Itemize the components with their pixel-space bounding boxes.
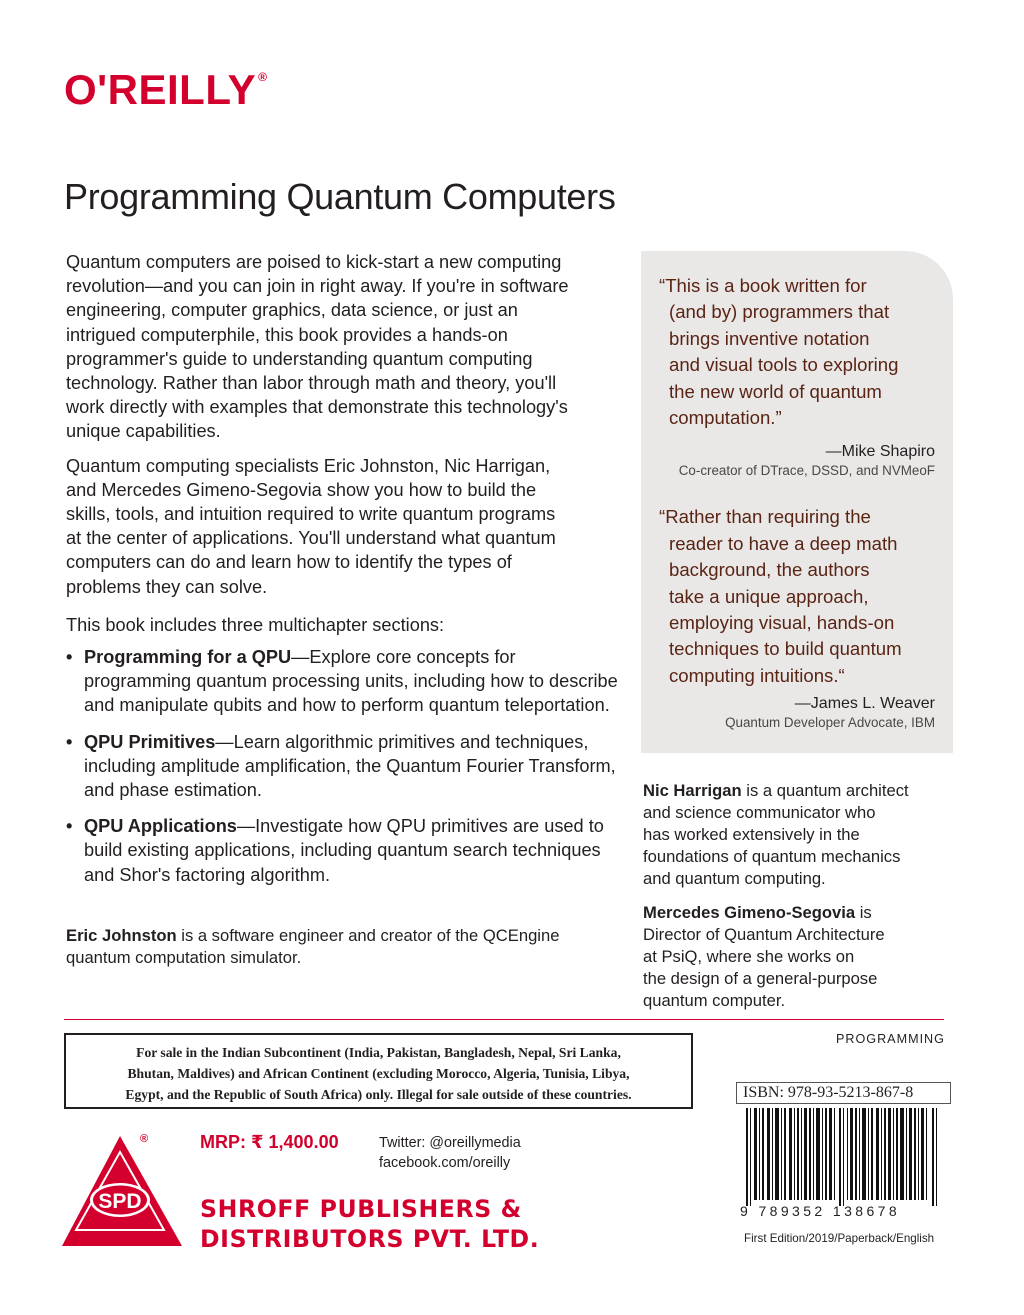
author-bio-line: has worked extensively in the	[643, 825, 860, 844]
publisher-name	[200, 1194, 539, 1254]
sections-intro: This book includes three multichapter sections:	[66, 614, 445, 635]
intro-line: engineering, computer graphics, data science, or just an	[66, 300, 518, 321]
sections-list	[66, 645, 621, 887]
author-bios-right	[643, 780, 943, 1024]
registered-mark: ®	[258, 70, 268, 84]
author-bio-line: is a quantum architect	[741, 781, 909, 800]
price: MRP: ₹ 1,400.00	[200, 1132, 339, 1152]
section-name: QPU Primitives	[84, 731, 216, 752]
author-bio-line: quantum computer.	[643, 991, 786, 1010]
intro-line: revolution—and you can join in right away. If you're in software	[66, 276, 569, 297]
intro-line: unique capabilities.	[66, 421, 221, 442]
authors-line: and Mercedes Gimeno-Segovia show you how to build the	[66, 479, 537, 500]
section-text: —Learn algorithmic primitives and techniques, including amplitude amplification, the Quantum Fourier Transform, and phase estimation.	[84, 731, 616, 801]
publisher-name-line: SHROFF PUBLISHERS &	[200, 1195, 522, 1223]
quote-line: techniques to build quantum	[669, 638, 902, 660]
publisher-name-line: DISTRIBUTORS PVT. LTD.	[200, 1225, 540, 1253]
quote-attribution: —James L. Weaver	[794, 695, 935, 713]
authors-line: skills, tools, and intuition required to write quantum programs	[66, 504, 556, 525]
author-bio-line: foundations of quantum mechanics	[643, 847, 901, 866]
quote-line: (and by) programmers that	[669, 301, 890, 323]
intro-line: Quantum computers are poised to kick-start a new computing	[66, 252, 562, 272]
oreilly-logo	[64, 66, 267, 114]
section-text: —Explore core concepts for programming quantum processing units, including how to describe and manipulate qubits and how to perform quantum teleportation.	[84, 647, 618, 716]
list-item	[66, 814, 621, 887]
facebook-link[interactable]: facebook.com/oreilly	[379, 1155, 511, 1171]
quote-line: the new world of quantum	[669, 380, 882, 402]
sale-notice-line: For sale in the Indian Subcontinent (India, Pakistan, Bangladesh, Nepal, Sri Lanka,	[136, 1045, 621, 1060]
quote-line: “This is a book written for	[659, 275, 867, 296]
quote-line: take a unique approach,	[669, 585, 869, 607]
quote-line: and visual tools to exploring	[669, 354, 899, 376]
book-title: Programming Quantum Computers	[64, 176, 616, 217]
intro-line: intrigued computerphile, this book provides a hands-on	[66, 324, 508, 345]
edition-info: First Edition/2019/Paperback/English	[744, 1232, 935, 1245]
quotes-panel	[641, 251, 953, 753]
section-name: QPU Applications	[84, 816, 237, 837]
quote-2	[659, 504, 935, 689]
author-bio-line: and quantum computing.	[643, 869, 826, 888]
list-item	[66, 730, 621, 803]
social-links	[379, 1133, 521, 1173]
author-name: Eric Johnston	[66, 926, 177, 945]
quote-line: brings inventive notation	[669, 327, 870, 349]
description	[66, 250, 621, 899]
spd-logo-icon	[62, 1130, 184, 1248]
quote-line: computation.”	[669, 407, 782, 429]
author-bio-line: Director of Quantum Architecture	[643, 925, 885, 944]
quote-1	[659, 273, 935, 431]
author-bio: is a software engineer and creator of the QCEngine quantum computation simulator.	[66, 926, 560, 967]
author-bio-mercedes	[643, 902, 943, 1012]
logo-text: O'REILLY	[64, 66, 257, 113]
authors-line: problems they can solve.	[66, 576, 268, 597]
spd-logo-text: SPD	[98, 1190, 142, 1213]
quote-line: reader to have a deep math	[669, 532, 898, 554]
intro-line: work directly with examples that demonstrate this technology's	[66, 397, 568, 418]
authors-line: computers can do and learn how to identify the types of	[66, 552, 512, 573]
barcode-icon	[738, 1108, 948, 1206]
quote-line: computing intuitions.“	[669, 664, 845, 686]
category-label: PROGRAMMING	[836, 1032, 945, 1046]
intro-line: technology. Rather than labor through math and theory, you'll	[66, 373, 557, 394]
spd-registered-mark: ®	[140, 1133, 149, 1145]
authors-line: at the center of applications. You'll understand what quantum	[66, 528, 556, 549]
intro-paragraph	[66, 250, 621, 444]
sale-notice-line: Egypt, and the Republic of South Africa) only. Illegal for sale outside of these countries.	[125, 1087, 632, 1102]
twitter-link[interactable]: Twitter: @oreillymedia	[379, 1135, 521, 1151]
quote-attribution-role: Co-creator of DTrace, DSSD, and NVMeoF	[678, 463, 935, 479]
section-text: —Investigate how QPU primitives are used to build existing applications, including quantum search techniques and Shor's factoring algorithm.	[84, 816, 604, 885]
author-bio-nic	[643, 780, 943, 890]
author-bio-line: the design of a general-purpose	[643, 969, 878, 988]
quote-attribution-role: Quantum Developer Advocate, IBM	[725, 715, 935, 731]
sale-notice	[64, 1033, 693, 1109]
barcode-digits: 9 789352 138678	[740, 1203, 900, 1219]
quote-line: “Rather than requiring the	[659, 506, 871, 528]
author-bio-line: at PsiQ, where she works on	[643, 947, 855, 966]
author-bio-eric	[66, 925, 606, 969]
author-name: Nic Harrigan	[643, 781, 742, 800]
quote-attribution: —Mike Shapiro	[825, 443, 935, 461]
section-name: Programming for a QPU	[84, 647, 292, 668]
divider	[64, 1019, 944, 1020]
quote-line: background, the authors	[669, 559, 870, 581]
author-bio-line: is	[855, 903, 872, 922]
authors-line: Quantum computing specialists Eric Johnston, Nic Harrigan,	[66, 455, 551, 476]
authors-paragraph	[66, 454, 621, 599]
intro-line: programmer's guide to understanding quantum computing	[66, 348, 533, 369]
isbn-label: ISBN: 978-93-5213-867-8	[736, 1082, 951, 1104]
author-name: Mercedes Gimeno-Segovia	[643, 903, 856, 922]
list-item	[66, 645, 621, 718]
author-bio-line: and science communicator who	[643, 803, 876, 822]
sale-notice-line: Bhutan, Maldives) and African Continent (excluding Morocco, Algeria, Tunisia, Libya,	[127, 1066, 630, 1081]
quote-line: employing visual, hands-on	[669, 612, 895, 634]
